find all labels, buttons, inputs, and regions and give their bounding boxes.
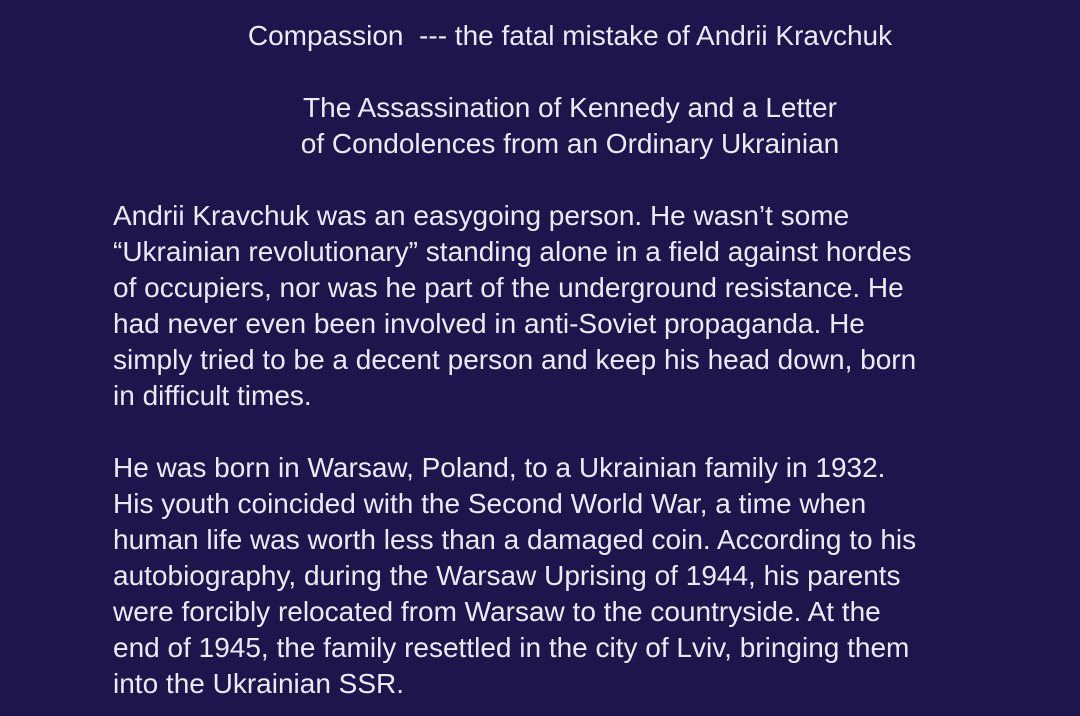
subtitle-line: of Condolences from an Ordinary Ukrainian: [300, 128, 840, 159]
text-line: end of 1945, the family resettled in the city of Lviv, bringing them: [113, 632, 910, 663]
text-line: “Ukrainian revolutionary” standing alone in a field against hordes: [113, 236, 912, 267]
text-line: in difficult times.: [113, 380, 312, 411]
text-line: simply tried to be a decent person and keep his head down, born: [113, 344, 917, 375]
page-subtitle: [0, 90, 1080, 162]
text-line: were forcibly relocated from Warsaw to the countryside. At the: [113, 596, 881, 627]
text-line: had never even been involved in anti-Soviet propaganda. He: [113, 308, 865, 339]
page-title: Compassion --- the fatal mistake of Andrii Kravchuk: [247, 20, 893, 51]
subtitle-line: The Assassination of Kennedy and a Letter: [303, 92, 837, 123]
article-body: [113, 198, 1053, 702]
text-line: of occupiers, nor was he part of the underground resistance. He: [113, 272, 904, 303]
paragraph-2: [113, 450, 1053, 702]
text-line: human life was worth less than a damaged coin. According to his: [113, 524, 917, 555]
paragraph-1: [113, 198, 1053, 414]
text-line: autobiography, during the Warsaw Uprising of 1944, his parents: [113, 560, 901, 591]
text-line: His youth coincided with the Second World War, a time when: [113, 488, 867, 519]
text-line: into the Ukrainian SSR.: [113, 668, 405, 699]
paragraph-spacer: [113, 414, 1053, 450]
text-line: He was born in Warsaw, Poland, to a Ukrainian family in 1932.: [113, 452, 886, 483]
text-line: Andrii Kravchuk was an easygoing person. He wasn’t some: [113, 200, 850, 231]
